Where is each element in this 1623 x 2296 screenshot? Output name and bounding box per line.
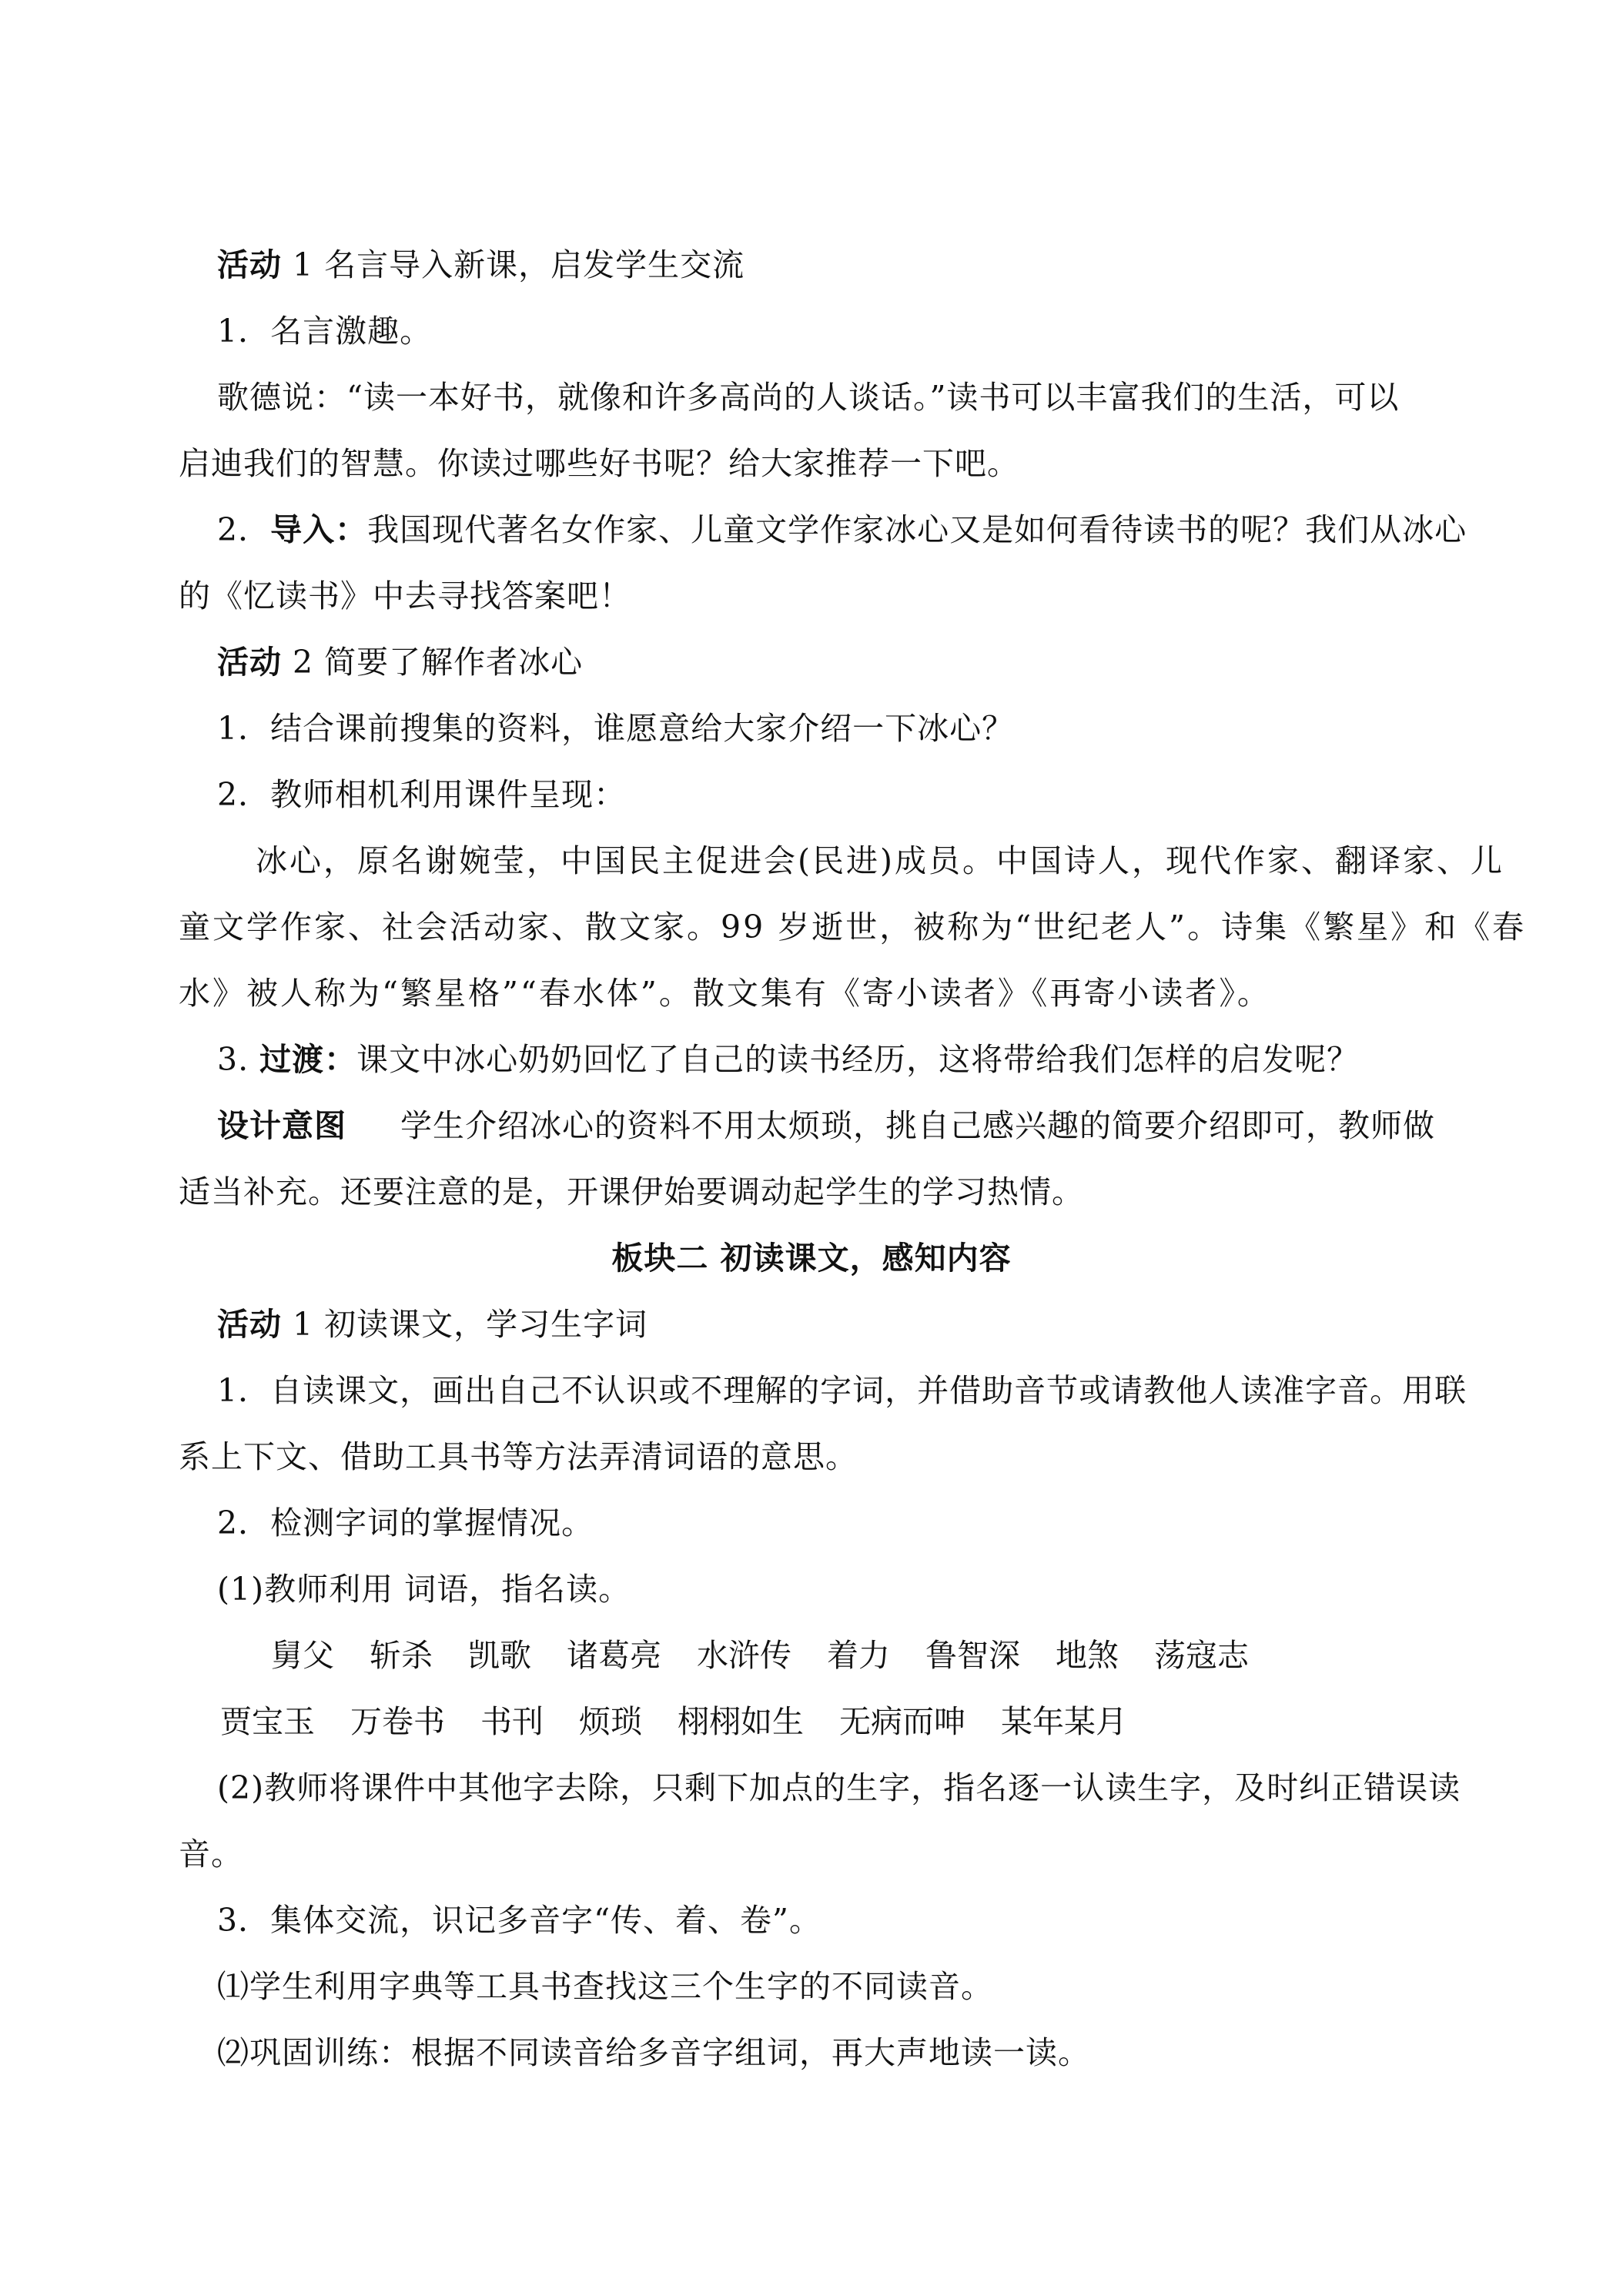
activity-1-heading [217,245,745,285]
transition-label: 过渡： [259,1041,357,1078]
item-3-1-line-1: 1．自读课文，画出自己不认识或不理解的字词，并借助音节或请教他人读准字音。用联 [217,1372,1467,1409]
activity-label: 活动 [217,246,282,283]
sub-item-2-line-1: (2)教师将课件中其他字去除，只剩下加点的生字，指名逐一认读生字，及时纠正错误读 [217,1769,1461,1806]
vocab-row-1 [271,1635,1284,1675]
vocab-word: 凯歌 [468,1637,531,1674]
intro-text: 我国现代著名女作家、儿童文学作家冰心又是如何看待读书的呢？我们从冰心 [367,511,1467,548]
item-1-1: 1．名言激趣。 [217,313,433,350]
activity-3-heading [217,1304,648,1344]
vocab-word: 书刊 [480,1703,544,1740]
vocab-word: 烦琐 [579,1703,642,1740]
activity-label: 活动 [217,644,282,681]
design-text: 学生介绍冰心的资料不用太烦琐，挑自己感兴趣的简要介绍即可，教师做 [400,1107,1435,1144]
vocab-word: 荡寇志 [1154,1637,1249,1674]
vocab-word: 无病而呻 [839,1703,965,1740]
activity-text: 1 名言导入新课，启发学生交流 [282,246,745,283]
vocab-word: 地煞 [1056,1637,1119,1674]
bio-line-2: 童文学作家、社会活动家、散文家。99 岁逝世，被称为“世纪老人”。诗集《繁星》和《春 [179,909,1527,946]
vocab-word: 着力 [827,1637,890,1674]
vocab-word: 鲁智深 [925,1637,1020,1674]
bio-line-3: 水》被人称为“繁星格”“春水体”。散文集有《寄小读者》《再寄小读者》。 [179,975,1271,1012]
sub-item-3-1: ⑴学生利用字典等工具书查找这三个生字的不同读音。 [217,1968,993,2005]
transition-text: 课文中冰心奶奶回忆了自己的读书经历，这将带给我们怎样的启发呢？ [356,1041,1360,1078]
intro-label: 导入： [270,511,368,548]
vocab-word: 舅父 [271,1637,334,1674]
item-3-2: 2．检测字词的掌握情况。 [217,1504,594,1541]
intro-num: 2． [217,511,271,548]
activity-text: 1 初读课文，学习生字词 [282,1306,648,1343]
item-2-1: 1．结合课前搜集的资料，谁愿意给大家介绍一下冰心？ [217,710,1015,747]
vocab-word: 水浒传 [697,1637,791,1674]
vocab-word: 万卷书 [350,1703,445,1740]
transition-num: 3. [217,1041,260,1078]
design-label: 设计意图 [217,1107,346,1144]
vocab-row-2 [220,1702,1163,1742]
activity-label: 活动 [217,1306,282,1343]
sub-item-1: (1)教师利用 词语，指名读。 [217,1571,631,1608]
design-intent-paragraph [217,1106,1435,1146]
sub-item-2-line-2: 音。 [179,1836,243,1873]
activity-text: 2 简要了解作者冰心 [282,644,584,681]
activity-2-heading [217,642,583,682]
quote-line-1: 歌德说：“读一本好书，就像和许多高尚的人谈话。”读书可以丰富我们的生活，可以 [217,379,1400,416]
vocab-word: 贾宝玉 [220,1703,315,1740]
item-3-1-line-2: 系上下文、借助工具书等方法弄清词语的意思。 [179,1438,858,1475]
intro-line-2: 的《忆读书》中去寻找答案吧！ [179,577,631,614]
design-line-2: 适当补充。还要注意的是，开课伊始要调动起学生的学习热情。 [179,1173,1084,1210]
quote-line-2: 启迪我们的智慧。你读过哪些好书呢？给大家推荐一下吧。 [179,445,1019,482]
bio-line-1: 冰心，原名谢婉莹，中国民主促进会(民进)成员。中国诗人，现代作家、翻译家、儿 [256,842,1504,879]
item-2-2: 2．教师相机利用课件呈现： [217,776,627,813]
transition-paragraph [217,1039,1359,1079]
item-3-3: 3．集体交流，识记多音字“传、着、卷”。 [217,1902,822,1939]
sub-item-3-2: ⑵巩固训练：根据不同读音给多音字组词，再大声地读一读。 [217,2034,1090,2071]
vocab-word: 某年某月 [1001,1703,1127,1740]
vocab-word: 斩杀 [370,1637,433,1674]
intro-paragraph [217,510,1467,550]
vocab-word: 栩栩如生 [678,1703,804,1740]
section-title: 板块二 初读课文，感知内容 [611,1240,1012,1277]
vocab-word: 诸葛亮 [567,1637,661,1674]
